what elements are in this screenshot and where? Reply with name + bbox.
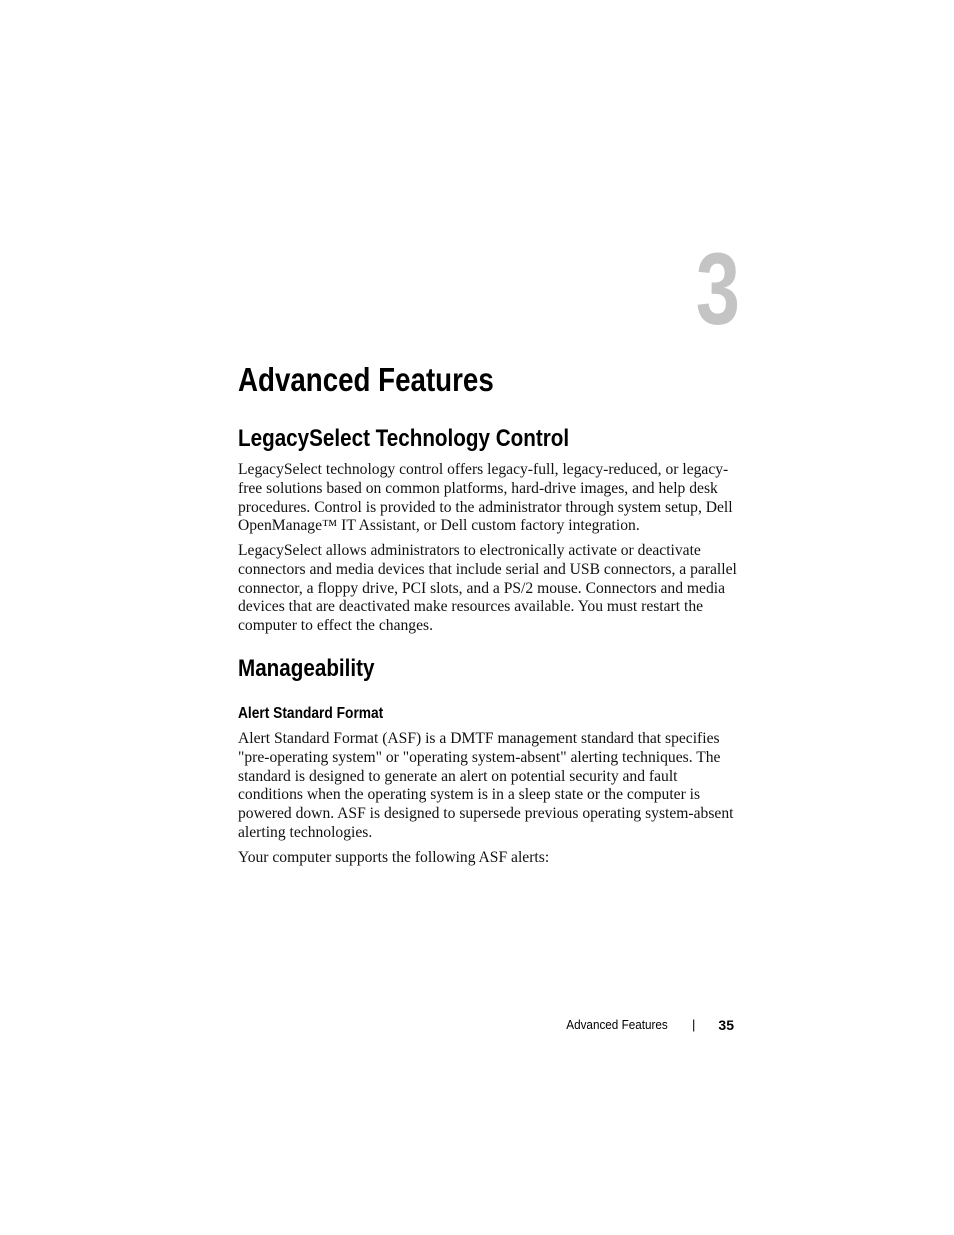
page-footer: [540, 1015, 736, 1035]
asf-paragraph-2: Your computer supports the following ASF alerts:: [238, 849, 550, 866]
page-number: 35: [718, 1017, 734, 1033]
subsection-heading-asf: Alert Standard Format: [238, 705, 384, 722]
footer-chapter-title: Advanced Features: [566, 1017, 668, 1032]
legacyselect-paragraph-1: LegacySelect technology control offers legacy-full, legacy-reduced, or legacy-free solutions based on common platforms, hard-drive images, and help desk procedures. Control is provided to the administrator through system setup, Dell OpenManage™ IT Assistant, or Dell custom factory integration.: [238, 461, 733, 535]
legacyselect-paragraph-2: LegacySelect allows administrators to electronically activate or deactivate connectors and media devices that include serial and USB connectors, a parallel connector, a floppy drive, PCI slots, and a PS/2 mouse. Connectors and media devices that are deactivated make resources available. You must restart the computer to effect the changes.: [238, 542, 737, 635]
chapter-number: 3: [695, 232, 740, 346]
footer-separator: |: [692, 1017, 696, 1032]
section-heading-legacyselect: LegacySelect Technology Control: [238, 425, 570, 452]
section-heading-manageability: Manageability: [238, 655, 375, 682]
chapter-title: Advanced Features: [238, 361, 494, 398]
asf-paragraph-1: Alert Standard Format (ASF) is a DMTF management standard that specifies "pre-operating system" or "operating system-absent" alerting techniques. The standard is designed to generate an alert on potential security and fault conditions when the operating system is in a sleep state or the computer is powered down. ASF is designed to supersede previous operating system-absent alerting technologies.: [238, 730, 734, 841]
